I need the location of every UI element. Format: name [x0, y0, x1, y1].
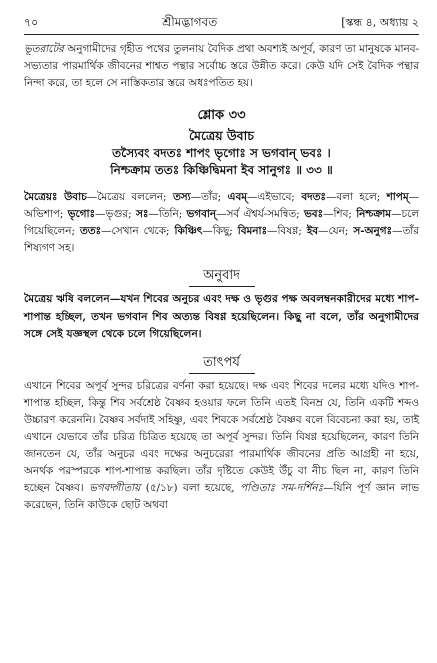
synonym-word: কিঞ্চিৎ	[174, 225, 203, 237]
verse-speaker: মৈত্রেয় উবাচ	[189, 128, 254, 143]
synonym-meaning: তিনি;	[158, 208, 187, 220]
synonym-meaning: কিছু;	[212, 225, 238, 237]
synonym-meaning: তাঁর শিষ্যগণ সহ।	[24, 225, 419, 254]
book-title: শ্রীমদ্ভাগবত	[162, 15, 218, 29]
purport-text-a: এখানে শিবের অপূর্ব সুন্দর চরিত্রের বর্ণনা করা হয়েছে। দক্ষ এবং শিবের দলের মধ্যে যদিও শাপ-শাপান্ত হচ্ছিল, কিন্তু শিব সর্বশ্রেষ্ঠ বৈষ্ণব হওয়ার ফলে তিনি এতই বিনম্র যে, তিনি একটি শব্দও উচ্চারণ করেননি। বৈষ্ণব সর্বদাই সহিষ্ণু, এবং শিবকে সর্বশ্রেষ্ঠ বৈষ্ণব বলে বিবেচনা করা হয়, তাই এখানে যেভাবে তাঁর চরিত্র চিত্রিত হয়েছে তা অপূর্ব সুন্দর। তিনি বিষণ্ণ হয়েছিলেন, কারণ তিনি জানতেন যে, তাঁর অনুচর এবং দক্ষের অনুচরেরা পারমার্থিক জীবনের প্রতি আগ্রহী না হয়ে, অনর্থক পরস্পরকে শাপ-শাপান্ত করছিল। তাঁর দৃষ্টিতে কেউই উঁচু বা নীচ ছিল না, কারণ তিনি হচ্ছেন বৈষ্ণব।	[24, 379, 419, 494]
purport-paragraph	[24, 378, 419, 514]
intro-text: অনুগামীদের গৃহীত পথের তুলনায় বৈদিক প্রথা অবশ্যই অপূর্ব, কারণ তা মানুষকে মানব-সভ্যতার পারমার্থিক জীবনের শাশ্বত পন্থার সর্বোচ্চ স্তরে উন্নীত করে। কেউ যদি সেই বৈদিক পন্থার নিন্দা করে, তা হলে সে নাস্তিকতার স্তরে অধঃপতিত হয়।	[24, 43, 419, 89]
verse-block	[24, 106, 419, 179]
heading-underline	[189, 286, 255, 287]
synonym-meaning: অভিশাপ;	[24, 208, 68, 220]
synonym-word: নিশ্চক্রাম	[356, 208, 392, 220]
synonym-meaning: সর্ব ঐশ্বর্য-সমন্বিত;	[226, 208, 304, 220]
purport-text-b: (৫/১৮) বলা হয়েছে,	[140, 481, 241, 494]
synonym-word: বদতঃ	[301, 191, 326, 203]
synonym-meaning: বলা হলে;	[336, 191, 387, 203]
synonym-word: ইব	[306, 225, 319, 237]
intro-paragraph	[24, 41, 419, 92]
page-header	[24, 14, 419, 35]
book-page	[24, 14, 419, 514]
purport-text-c: —যিনি পূর্ণ জ্ঞান লাভ করেছেন, তিনি কাউকে ছোট অথবা	[24, 481, 419, 511]
synonym-word: এবম্	[227, 191, 248, 203]
page-number: ৭০	[24, 16, 39, 29]
synonym-word: ততঃ	[79, 225, 102, 237]
synonym-meaning: সেখান থেকে;	[111, 225, 175, 237]
synonym-meaning: মৈত্রেয় বললেন;	[97, 191, 173, 203]
synonym-word: ভৃগোঃ	[67, 208, 96, 220]
purport-heading: তাৎপর্য	[203, 354, 240, 370]
heading-underline	[189, 373, 255, 374]
synonym-meaning: যেন;	[328, 225, 354, 237]
translation-heading: অনুবাদ	[203, 268, 240, 283]
synonym-word: শাপম্	[386, 191, 409, 203]
synonym-meaning: চলে গিয়েছিলেন;	[24, 208, 419, 237]
synonym-word: সঃ	[135, 208, 149, 220]
purport-italic-ref: ভগবদ্গীতায়	[89, 481, 141, 494]
synonym-word: ভবঃ	[303, 208, 324, 220]
synonym-meaning: ভৃগুর;	[105, 208, 136, 220]
synonyms-paragraph: মৈত্রেয়ঃ উবাচ—মৈত্রেয় বললেন; তস্য—তাঁর; এবম্—এইভাবে; বদতঃ—বলা হলে; শাপম্—অভিশাপ; ভৃগোঃ—ভৃগুর; সঃ—তিনি; ভগবান্—সর্ব ঐশ্বর্য-সমন্বিত; ভবঃ—শিব; নিশ্চক্রাম—চলে গিয়েছিলেন; ততঃ—সেখান থেকে; কিঞ্চিৎ—কিছু; বিমনাঃ—বিষণ্ণ; ইব—যেন; স-অনুগঃ—তাঁর শিষ্যগণ সহ।	[24, 191, 420, 254]
verse-line-2: নিশ্চক্রাম ততঃ কিঞ্চিদ্বিমনা ইব সানুগঃ ॥ ৩৩ ॥	[110, 163, 333, 177]
synonym-word: মৈত্রেয়ঃ উবাচ	[24, 191, 87, 203]
chapter-reference: [স্কন্ধ ৪, অধ্যায় ২	[341, 16, 419, 29]
synonym-meaning: এইভাবে;	[257, 191, 302, 203]
synonym-word: ভগবান্	[186, 208, 217, 220]
synonym-meaning: তাঁর;	[201, 191, 228, 203]
intro-lead-italic: ভূতরাটের	[24, 43, 64, 55]
translation-text: মৈত্রেয় ঋষি বললেন—যখন শিবের অনুচর এবং দক্ষ ও ভৃগুর পক্ষ অবলম্বনকারীদের মধ্যে শাপ-শাপান্ত হচ্ছিল, তখন ভগবান শিব অত্যন্ত বিষণ্ণ হয়েছিলেন। কিছু না বলে, তাঁর অনুগামীদের সঙ্গে সেই যজ্ঞস্থল থেকে চলে গিয়েছিলেন।	[24, 293, 419, 340]
synonym-word: বিমনাঃ	[237, 225, 268, 237]
synonym-word: স-অনুগঃ	[353, 225, 393, 237]
synonym-meaning: বিষণ্ণ;	[277, 225, 307, 237]
synonym-word: তস্য	[173, 191, 191, 203]
verse-line-1: তস্যৈবং বদতঃ শাপং ভৃগোঃ স ভগবান্ ভবঃ ।	[112, 146, 331, 160]
verse-title: শ্লোক ৩৩	[197, 108, 246, 123]
purport-italic-quote: পণ্ডিতাঃ সম-দর্শিনঃ	[240, 481, 324, 494]
synonym-meaning: শিব;	[333, 208, 357, 220]
